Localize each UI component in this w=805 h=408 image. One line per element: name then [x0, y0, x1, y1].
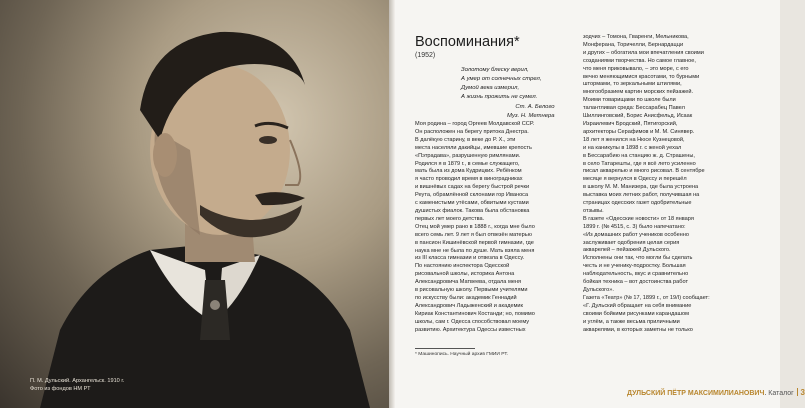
body-line: с каменистыми утёсами, обвитыми кустами — [415, 200, 529, 207]
body-line: я часто проводил время в виноградниках — [415, 176, 523, 183]
body-line: бойкая техника – вот достоинства работ — [583, 279, 689, 286]
body-line: Кириак Константинович Костанди; но, помимо — [415, 310, 535, 317]
body-line: Израилевич Бродский, Пятигорский, — [583, 120, 678, 127]
epigraph-line: Золотому блеску верил, — [461, 67, 529, 73]
body-line: Монферана, Торичелли, Бернардацци — [583, 41, 684, 48]
footer-author-name: ДУЛЬСКИЙ ПЁТР МАКСИМИЛИАНОВИЧ — [627, 390, 765, 397]
text-column-right — [583, 34, 755, 334]
footer-catalog-label: Каталог — [768, 390, 794, 397]
page-number: 3 — [800, 388, 805, 397]
body-line: развитию. Архитектура Одессы известных — [415, 326, 526, 333]
body-line: первых лет моего детства. — [415, 215, 485, 222]
body-line: зодчих – Томона, Гваренги, Мельникова, — [583, 34, 689, 40]
body-line: и других – обогатила мои впечатления своими — [583, 49, 704, 56]
body-line: акварелями, в которых заметны не только — [583, 326, 693, 333]
body-line: 1899 г. (№ 4515, с. 3) было напечатано: — [583, 223, 686, 230]
body-line: выставка моих летних работ, получившая на — [583, 192, 700, 199]
body-line: своими бойкими рисунками карандашом — [583, 310, 689, 317]
body-line: в школу М. М. Манизера, где была устроена — [583, 184, 699, 191]
body-line: Моя родина – город Оргеев Молдавской ССР. — [415, 121, 535, 127]
body-line: вечно меняющимися красотами, то бурными — [583, 73, 700, 80]
body-line: «Из домашних работ учеников особенно — [583, 231, 689, 238]
body-line: созданиями творчества. Но самое главное, — [583, 57, 696, 64]
body-line: «Пэтрадава», разрушенную римлянами. — [415, 152, 521, 159]
body-line: Александровича Матвеева, отдала меня — [415, 279, 522, 286]
body-line: заслуживает одобрения целая серия — [583, 239, 680, 246]
body-line: в рисовальную школу. Первыми учителями — [415, 287, 528, 294]
body-line: многообразием картин морских пейзажей. — [583, 89, 694, 96]
body-line: Исполнены они так, что могли бы сделать — [583, 255, 693, 262]
page-footer: ДУЛЬСКИЙ ПЁТР МАКСИМИЛИАНОВИЧ. Каталог 3 — [627, 388, 805, 397]
body-line: Дульского». — [583, 287, 614, 293]
footnote-divider — [415, 348, 475, 349]
body-line: и углём, а также весьма приличными — [583, 318, 680, 325]
body-line: из III класса гимназии и отвезла в Одессу. — [415, 255, 525, 262]
body-line: 18 лет я женился на Нюсе Кузнецовой, — [583, 136, 685, 143]
body-line: наука мне не была по душе. Мать взяла меня — [415, 247, 535, 254]
body-line: писал акварелью и много рисовал. В сентябре — [583, 168, 705, 175]
body-line: отзывы. — [583, 207, 604, 214]
body-line: в село Татарешты, где я всё лето усиленно — [583, 160, 696, 167]
body-line: По настоянию инспектора Одесской — [415, 263, 510, 270]
epigraph-author — [507, 103, 555, 121]
portrait-photo — [0, 0, 389, 408]
body-line: Отец мой умер рано в 1888 г., когда мне было — [415, 223, 535, 230]
body-line: Реута, обрамлённой склонами гор Иваноса — [415, 192, 529, 199]
body-line: мать была из дома Кудрицких. Ребёнком — [415, 168, 522, 175]
body-line: душистых фиалок. Такова была обстановка — [415, 207, 530, 214]
body-line: и вишнёвых садах на берегу быстрой речки — [415, 184, 530, 191]
epigraph-line: Думой века измерил, — [461, 84, 520, 91]
page-year: (1952) — [415, 52, 436, 59]
body-line: В газете «Одесские новости» от 18 января — [583, 215, 694, 222]
text-column-left — [415, 121, 573, 334]
body-line: штормами, то зеркальными штилями, — [583, 81, 682, 88]
body-line: талантливая среда: Бессарабец Павел — [583, 105, 685, 112]
body-line: что меня приковывало, – это море, с его — [583, 65, 689, 72]
body-line: Он расположен на берегу притока Днестра. — [415, 128, 529, 135]
photo-caption-line: Фото из фондов НМ РТ — [30, 385, 91, 392]
body-line: школы, сам г. Одесса способствовал моему — [415, 318, 530, 325]
footer-separator — [797, 388, 798, 396]
body-line: месяце я вернулся в Одессу и перешёл — [583, 176, 687, 183]
left-page — [0, 0, 389, 408]
body-line: архитекторы Серафимов и М. М. Синявер. — [583, 128, 695, 135]
body-line: акварелей – пейзажей Дульского. — [583, 247, 671, 254]
epigraph — [461, 66, 541, 102]
epigraph-line: А жизнь прожить не сумел. — [461, 93, 538, 100]
body-line: Родился я в 1879 г., в семье служащего, — [415, 160, 520, 167]
page-title: Воспоминания* — [415, 34, 520, 50]
body-line: в Бессарабию на станцию ж. д. Страшены, — [583, 152, 695, 159]
body-line: в пансион Кишинёвской первой гимназии, где — [415, 239, 534, 246]
body-line: наблюдательность, вкус и сравнительно — [583, 271, 689, 278]
body-line: честь и не ученику-подростку. Большая — [583, 263, 686, 270]
footnote: * Машинопись. Научный архив ГМИИ РТ. — [415, 352, 509, 357]
body-line: Газета «Театр» (№ 17, 1899 г., от 19/I) сообщает: — [583, 294, 710, 301]
body-line: В далёкую старину, в веке до Р. Х., эти — [415, 136, 516, 143]
epigraph-author-line: Ст. А. Белого — [515, 104, 555, 110]
body-line: «Г. Дульский обращает на себя внимание — [583, 302, 692, 309]
body-line: места населяли дакийцы, имевшие крепость — [415, 144, 532, 151]
body-line: страницах одесских газет одобрительные — [583, 200, 692, 207]
body-line: по искусству были: академик Геннадий — [415, 294, 517, 301]
body-line: рисовальной школы, историка Антона — [415, 271, 515, 278]
body-line: Моими товарищами по школе были — [583, 97, 676, 104]
body-line: Александрович Ладыженский и академик — [415, 302, 523, 309]
body-line: и на каникулы в 1898 г. с женой уехал — [583, 144, 682, 151]
body-line: Шиллинговский, Борис Анисфельд, Исаак — [583, 113, 693, 120]
right-page — [395, 0, 805, 408]
photo-caption — [30, 378, 180, 393]
epigraph-line: А умер от солнечных стрел, — [461, 75, 542, 82]
photo-caption-line: П. М. Дульский. Архангельск. 1910 г. — [30, 378, 125, 384]
epigraph-author-line: Муз. Н. Метнера — [507, 112, 555, 119]
body-line: всего семь лет. 9 лет я был отвезён матерью — [415, 231, 532, 238]
